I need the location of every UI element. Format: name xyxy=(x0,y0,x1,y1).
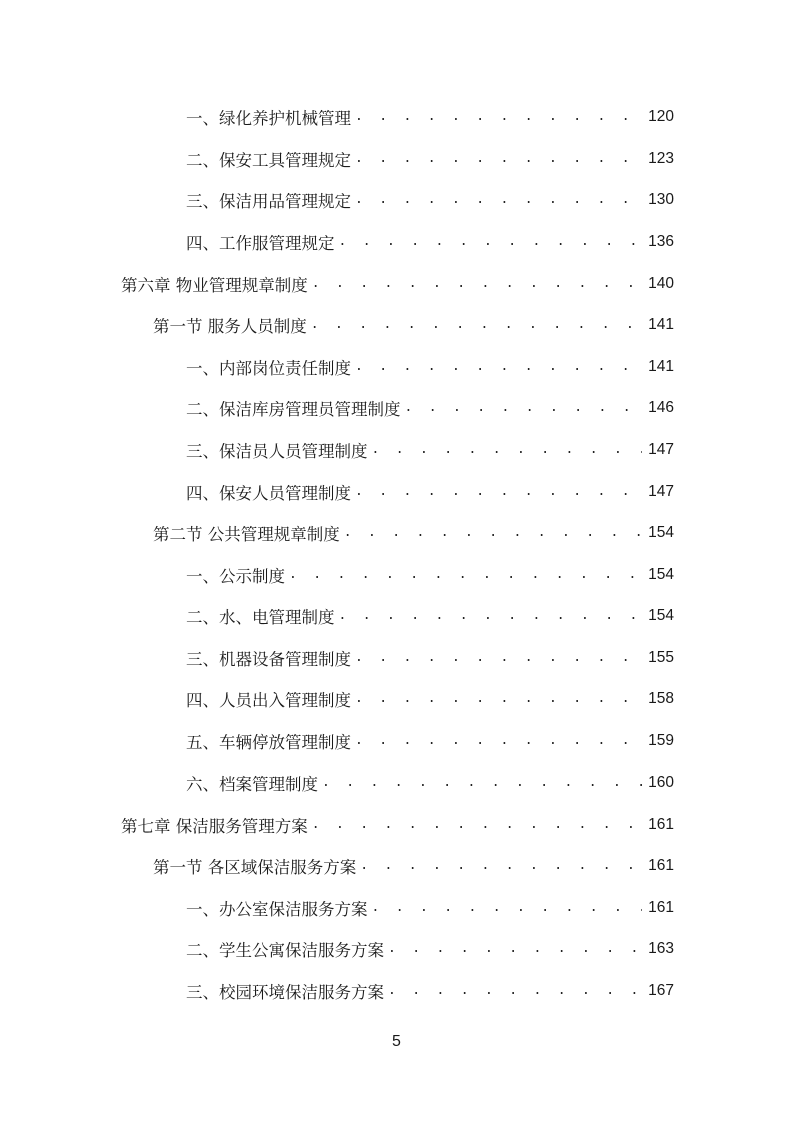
toc-entry[interactable] xyxy=(186,563,674,587)
dot-leader xyxy=(355,646,642,670)
toc-entry-label: 四、保安人员管理制度 xyxy=(186,484,351,503)
toc-entry-label: 三、校园环境保洁服务方案 xyxy=(186,983,384,1002)
dot-leader xyxy=(355,188,642,212)
toc-entry[interactable] xyxy=(186,188,674,212)
toc-entry[interactable] xyxy=(186,604,674,628)
toc-entry-page: 158 xyxy=(648,690,674,707)
toc-entry-page: 160 xyxy=(648,774,674,791)
toc-entry-label: 一、绿化养护机械管理 xyxy=(186,109,351,128)
toc-entry-page: 146 xyxy=(648,399,674,416)
toc-entry[interactable] xyxy=(186,771,674,795)
toc-entry-page: 161 xyxy=(648,816,674,833)
toc-entry-label: 一、内部岗位责任制度 xyxy=(186,359,351,378)
toc-entry-label: 二、学生公寓保洁服务方案 xyxy=(186,941,384,960)
toc-entry-label: 三、保洁员人员管理制度 xyxy=(186,442,368,461)
toc-entry-label: 四、工作服管理规定 xyxy=(186,234,335,253)
toc-entry[interactable] xyxy=(186,979,674,1003)
toc-entry[interactable] xyxy=(186,230,674,254)
dot-leader xyxy=(339,230,643,254)
toc-entry[interactable] xyxy=(186,480,674,504)
toc-entry-label: 三、机器设备管理制度 xyxy=(186,650,351,669)
dot-leader xyxy=(388,979,642,1003)
dot-leader xyxy=(405,396,643,420)
toc-entry-page: 147 xyxy=(648,441,674,458)
toc-entry-page: 136 xyxy=(648,233,674,250)
toc-entry[interactable] xyxy=(186,147,674,171)
toc-entry-page: 154 xyxy=(648,566,674,583)
toc-entry-label: 第一节 各区域保洁服务方案 xyxy=(153,858,357,877)
dot-leader xyxy=(372,896,643,920)
dot-leader xyxy=(289,563,642,587)
dot-leader xyxy=(360,854,642,878)
toc-entry-section[interactable] xyxy=(153,521,674,545)
toc-entry-page: 163 xyxy=(648,940,674,957)
dot-leader xyxy=(322,771,642,795)
dot-leader xyxy=(372,438,643,462)
toc-entry-page: 159 xyxy=(648,732,674,749)
toc-entry[interactable] xyxy=(186,105,674,129)
toc-entry-label: 第二节 公共管理规章制度 xyxy=(153,525,340,544)
toc-entry[interactable] xyxy=(186,438,674,462)
dot-leader xyxy=(355,729,642,753)
toc-entry-label: 三、保洁用品管理规定 xyxy=(186,192,351,211)
toc-entry-page: 130 xyxy=(648,191,674,208)
dot-leader xyxy=(355,355,642,379)
toc-entry-page: 161 xyxy=(648,899,674,916)
toc-entry-page: 154 xyxy=(648,524,674,541)
dot-leader xyxy=(355,105,642,129)
toc-entry[interactable] xyxy=(186,896,674,920)
toc-entry-label: 二、保安工具管理规定 xyxy=(186,151,351,170)
toc-entry-page: 123 xyxy=(648,150,674,167)
toc-entry-page: 167 xyxy=(648,982,674,999)
toc-entry-label: 二、水、电管理制度 xyxy=(186,608,335,627)
toc-entry-label: 六、档案管理制度 xyxy=(186,775,318,794)
dot-leader xyxy=(344,521,642,545)
toc-entry-label: 一、公示制度 xyxy=(186,567,285,586)
toc-entry-label: 第一节 服务人员制度 xyxy=(153,317,307,336)
page-number: 5 xyxy=(392,1033,401,1050)
toc-entry-label: 五、车辆停放管理制度 xyxy=(186,733,351,752)
toc-entry-section[interactable] xyxy=(153,854,674,878)
dot-leader xyxy=(311,313,642,337)
toc-entry-label: 第六章 物业管理规章制度 xyxy=(121,276,308,295)
toc-entry-page: 120 xyxy=(648,108,674,125)
toc-entry[interactable] xyxy=(186,729,674,753)
toc-entry[interactable] xyxy=(186,687,674,711)
toc-entry-page: 161 xyxy=(648,857,674,874)
dot-leader xyxy=(355,687,642,711)
toc-entry[interactable] xyxy=(186,355,674,379)
toc-entry[interactable] xyxy=(186,646,674,670)
dot-leader xyxy=(312,272,642,296)
toc-entry-section[interactable] xyxy=(153,313,674,337)
dot-leader xyxy=(388,937,642,961)
dot-leader xyxy=(355,480,642,504)
toc-entry-label: 一、办公室保洁服务方案 xyxy=(186,900,368,919)
toc-entry-chapter[interactable] xyxy=(121,272,674,296)
dot-leader xyxy=(312,813,642,837)
dot-leader xyxy=(355,147,642,171)
toc-entry-page: 140 xyxy=(648,275,674,292)
toc-entry[interactable] xyxy=(186,937,674,961)
toc-entry-page: 155 xyxy=(648,649,674,666)
toc-entry-chapter[interactable] xyxy=(121,813,674,837)
toc-entry-label: 四、人员出入管理制度 xyxy=(186,691,351,710)
toc-entry[interactable] xyxy=(186,396,674,420)
toc-entry-page: 141 xyxy=(648,316,674,333)
toc-entry-page: 141 xyxy=(648,358,674,375)
toc-entry-page: 154 xyxy=(648,607,674,624)
dot-leader xyxy=(339,604,643,628)
toc-entry-label: 二、保洁库房管理员管理制度 xyxy=(186,400,401,419)
toc-entry-page: 147 xyxy=(648,483,674,500)
toc-entry-label: 第七章 保洁服务管理方案 xyxy=(121,817,308,836)
